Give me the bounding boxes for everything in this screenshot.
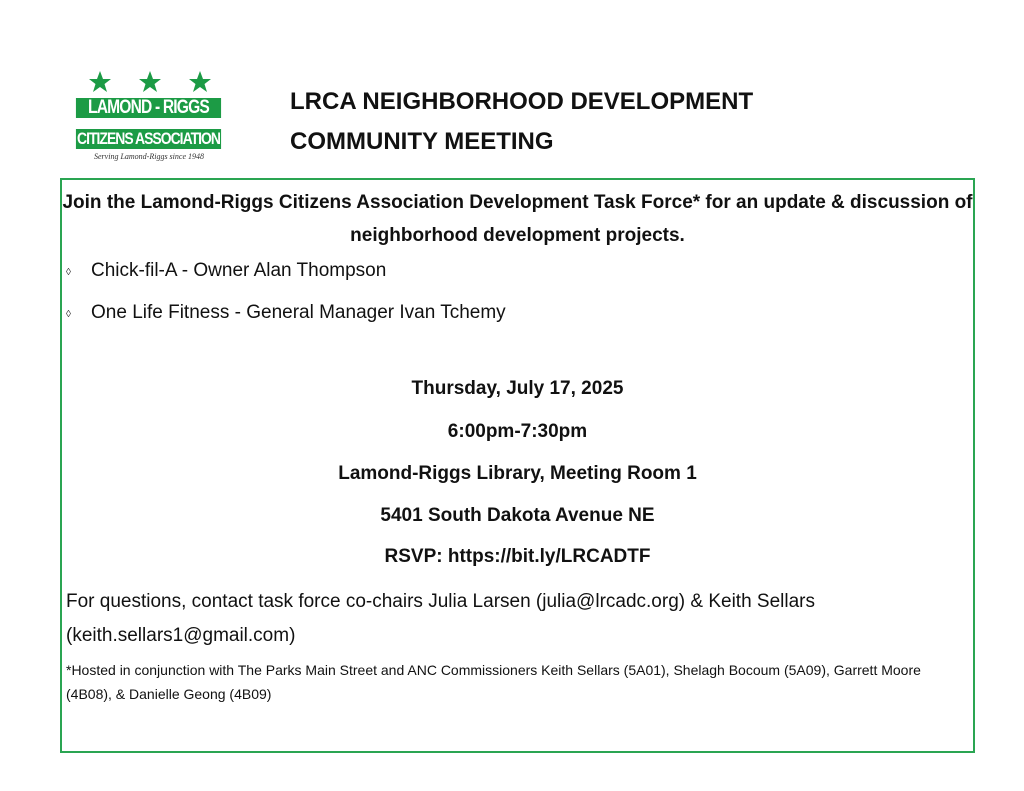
title-line-1: LRCA NEIGHBORHOOD DEVELOPMENT: [290, 88, 754, 115]
logo-stars: [60, 70, 238, 96]
page-title: [290, 82, 753, 162]
lrca-logo: [60, 70, 238, 164]
intro-text: Join the Lamond-Riggs Citizens Association Development Task Force* for an update & discussion of neighborhood development projects.: [62, 192, 973, 246]
event-date: Thursday, July 17, 2025: [411, 378, 624, 399]
event-rsvp: RSVP: https://bit.ly/LRCADTF: [384, 546, 651, 567]
project-item-text: Chick-fil-A - Owner Alan Thompson: [91, 260, 387, 281]
logo-tagline: Serving Lamond-Riggs since 1948: [94, 152, 204, 161]
star-icon: [188, 70, 212, 94]
meeting-info-box: [60, 178, 975, 753]
event-venue: Lamond-Riggs Library, Meeting Room 1: [338, 463, 697, 484]
diamond-bullet-icon: ◊: [66, 267, 71, 278]
diamond-bullet-icon: ◊: [66, 309, 71, 320]
logo-line-2: CITIZENS ASSOCIATION: [77, 129, 220, 148]
logo-line-1: LAMOND - RIGGS: [76, 98, 221, 118]
title-line-2: COMMUNITY MEETING: [290, 128, 554, 155]
project-item-text: One Life Fitness - General Manager Ivan Tchemy: [91, 302, 506, 323]
contact-text: For questions, contact task force co-chairs Julia Larsen (julia@lrcadc.org) & Keith Sellars (keith.sellars1@gmail.com): [66, 591, 815, 646]
footnote: *Hosted in conjunction with The Parks Main Street and ANC Commissioners Keith Sellars (5A01), Shelagh Bocoum (5A09), Garrett Moore (4B08), & Danielle Geong (4B09): [66, 662, 921, 702]
event-time: 6:00pm-7:30pm: [447, 421, 588, 442]
star-icon: [138, 70, 162, 94]
event-address: 5401 South Dakota Avenue NE: [380, 505, 655, 526]
star-icon: [88, 70, 112, 94]
